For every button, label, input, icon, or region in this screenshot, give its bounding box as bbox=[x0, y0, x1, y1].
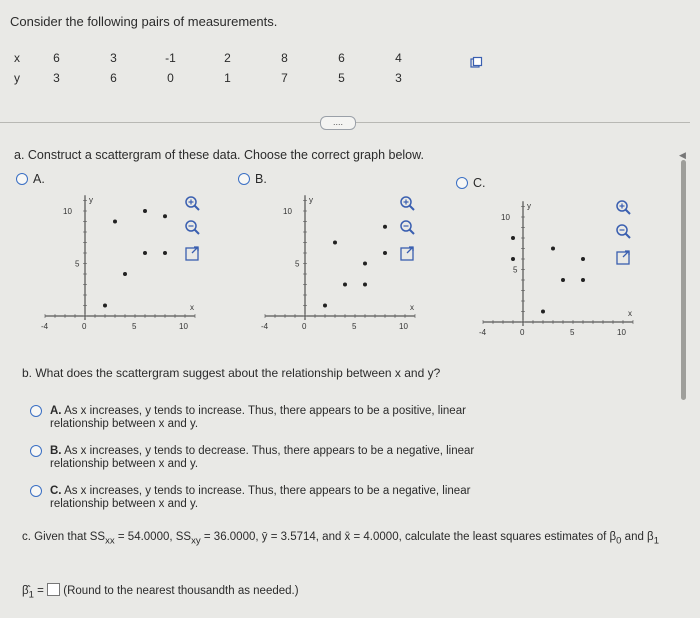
y-tick-label: 5 bbox=[513, 265, 518, 275]
option-b-radio[interactable] bbox=[238, 172, 267, 186]
x-tick-label: 5 bbox=[352, 322, 357, 331]
table-cell: 4 bbox=[395, 51, 402, 65]
table-cell: 6 bbox=[53, 51, 60, 65]
question-a: a. Construct a scattergram of these data. Choose the correct graph below. bbox=[14, 148, 424, 162]
x-tick-label: 10 bbox=[179, 322, 188, 331]
x-row-label: x bbox=[14, 51, 20, 65]
option-text: As x increases, y tends to increase. Thus, there appears to be a positive, linear relationship between x and y. bbox=[50, 405, 466, 430]
radio-icon[interactable] bbox=[30, 445, 42, 457]
expand-icon[interactable] bbox=[617, 251, 629, 264]
x-tick-label: 0 bbox=[302, 322, 307, 331]
option-a-radio[interactable] bbox=[16, 172, 45, 186]
copy-data-icon[interactable] bbox=[470, 57, 482, 68]
subscript: xy bbox=[191, 535, 201, 547]
zoom-out-icon[interactable] bbox=[617, 225, 630, 238]
table-cell: 7 bbox=[281, 71, 288, 85]
question-b: b. What does the scattergram suggest about the relationship between x and y? bbox=[22, 366, 441, 380]
graph-a[interactable] bbox=[30, 188, 194, 350]
subscript: 1 bbox=[653, 535, 660, 547]
graph-a-tools bbox=[183, 196, 203, 273]
data-point bbox=[383, 251, 387, 255]
equals-sign: = bbox=[37, 585, 44, 597]
y-row-label: y bbox=[14, 71, 20, 85]
zoom-in-icon[interactable] bbox=[186, 197, 199, 210]
option-text: As x increases, y tends to increase. Thus, there appears to be a negative, linear relationship between x and y. bbox=[50, 485, 471, 510]
y-axis-label: y bbox=[89, 195, 93, 205]
answer-b-option-a[interactable] bbox=[30, 405, 500, 430]
zoom-out-icon[interactable] bbox=[401, 221, 414, 234]
rounding-hint: (Round to the nearest thousandth as needed.) bbox=[63, 585, 299, 597]
beta-label: β̂ bbox=[22, 585, 29, 597]
answer-b-option-b[interactable] bbox=[30, 445, 500, 470]
radio-icon[interactable] bbox=[238, 173, 250, 185]
graph-c[interactable] bbox=[468, 194, 632, 356]
option-label: C. bbox=[473, 176, 486, 190]
data-point bbox=[511, 236, 515, 240]
x-tick-label: 0 bbox=[82, 322, 87, 331]
data-point bbox=[163, 214, 167, 218]
data-point bbox=[561, 278, 565, 282]
option-label: B. bbox=[50, 445, 62, 457]
data-point bbox=[123, 272, 127, 276]
data-point bbox=[581, 257, 585, 261]
data-point bbox=[363, 283, 367, 287]
table-cell: 2 bbox=[224, 51, 231, 65]
table-cell: 3 bbox=[110, 51, 117, 65]
question-c-text: c. Given that SS bbox=[22, 531, 106, 543]
option-label: A. bbox=[33, 172, 45, 186]
x-axis-label: x bbox=[628, 309, 632, 318]
y-tick-label: 5 bbox=[295, 259, 300, 269]
table-row bbox=[14, 68, 427, 88]
table-cell: 0 bbox=[167, 71, 174, 85]
x-tick-label: -4 bbox=[479, 328, 487, 337]
radio-icon[interactable] bbox=[30, 405, 42, 417]
option-label: B. bbox=[255, 172, 267, 186]
table-cell: 3 bbox=[395, 71, 402, 85]
question-c-text: = 54.0000, SS bbox=[114, 531, 192, 543]
x-tick-label: 10 bbox=[617, 328, 626, 337]
data-point bbox=[323, 304, 327, 308]
table-cell: 5 bbox=[338, 71, 345, 85]
measurements-table bbox=[14, 48, 427, 88]
beta-answer-row bbox=[22, 583, 299, 600]
data-point bbox=[113, 220, 117, 224]
x-tick-label: 5 bbox=[132, 322, 137, 331]
zoom-out-icon[interactable] bbox=[186, 221, 199, 234]
question-c bbox=[22, 530, 682, 548]
graph-c-tools bbox=[614, 200, 634, 277]
scrollbar[interactable] bbox=[681, 160, 686, 400]
data-point bbox=[363, 262, 367, 266]
option-label: A. bbox=[50, 405, 62, 417]
data-point bbox=[103, 304, 107, 308]
data-point bbox=[511, 257, 515, 261]
data-point bbox=[541, 310, 545, 314]
x-tick-label: -4 bbox=[261, 322, 269, 331]
table-cell: 6 bbox=[110, 71, 117, 85]
table-cell: -1 bbox=[165, 51, 176, 65]
y-tick-label: 10 bbox=[283, 207, 292, 216]
option-c-radio[interactable] bbox=[456, 176, 486, 190]
option-label: C. bbox=[50, 485, 62, 497]
question-c-text: = 36.0000, ȳ = 3.5714, and x̄ = 4.0000, calculate the least squares estimates of β bbox=[200, 531, 617, 543]
x-tick-label: 0 bbox=[520, 328, 525, 337]
y-tick-label: 5 bbox=[75, 259, 80, 269]
data-point bbox=[383, 225, 387, 229]
zoom-in-icon[interactable] bbox=[617, 201, 630, 214]
expand-icon[interactable] bbox=[186, 247, 198, 260]
table-cell: 1 bbox=[224, 71, 231, 85]
data-point bbox=[143, 251, 147, 255]
data-point bbox=[343, 283, 347, 287]
y-axis-label: y bbox=[527, 201, 531, 211]
y-tick-label: 10 bbox=[63, 207, 72, 216]
scroll-up-icon[interactable]: ◀ bbox=[679, 150, 686, 160]
y-tick-label: 10 bbox=[501, 213, 510, 222]
intro-text: Consider the following pairs of measurements. bbox=[10, 14, 278, 29]
x-tick-label: 5 bbox=[570, 328, 575, 337]
radio-icon[interactable] bbox=[16, 173, 28, 185]
subscript: 1 bbox=[28, 589, 34, 601]
table-cell: 3 bbox=[53, 71, 60, 85]
x-tick-label: 10 bbox=[399, 322, 408, 331]
subscript: 0 bbox=[616, 535, 622, 547]
radio-icon[interactable] bbox=[456, 177, 468, 189]
table-cell: 6 bbox=[338, 51, 345, 65]
x-tick-label: -4 bbox=[41, 322, 49, 331]
option-text: As x increases, y tends to decrease. Thus, there appears to be a negative, linear relationship between x and y. bbox=[50, 445, 475, 470]
expand-icon[interactable] bbox=[401, 247, 413, 260]
graph-b-tools bbox=[398, 196, 418, 273]
data-point bbox=[143, 209, 147, 213]
data-point bbox=[333, 241, 337, 245]
x-axis-label: x bbox=[190, 303, 194, 312]
question-c-text: and β bbox=[621, 531, 654, 543]
radio-icon[interactable] bbox=[30, 485, 42, 497]
data-point bbox=[581, 278, 585, 282]
x-axis-label: x bbox=[410, 303, 414, 312]
expand-more-button[interactable]: .... bbox=[320, 116, 356, 130]
answer-b-option-c[interactable] bbox=[30, 485, 500, 510]
data-point bbox=[551, 247, 555, 251]
subscript: xx bbox=[105, 535, 115, 547]
zoom-in-icon[interactable] bbox=[401, 197, 414, 210]
table-cell: 8 bbox=[281, 51, 288, 65]
beta-answer-input[interactable] bbox=[47, 583, 60, 596]
graph-b[interactable] bbox=[250, 188, 414, 350]
table-row bbox=[14, 48, 427, 68]
data-point bbox=[163, 251, 167, 255]
y-axis-label: y bbox=[309, 195, 313, 205]
